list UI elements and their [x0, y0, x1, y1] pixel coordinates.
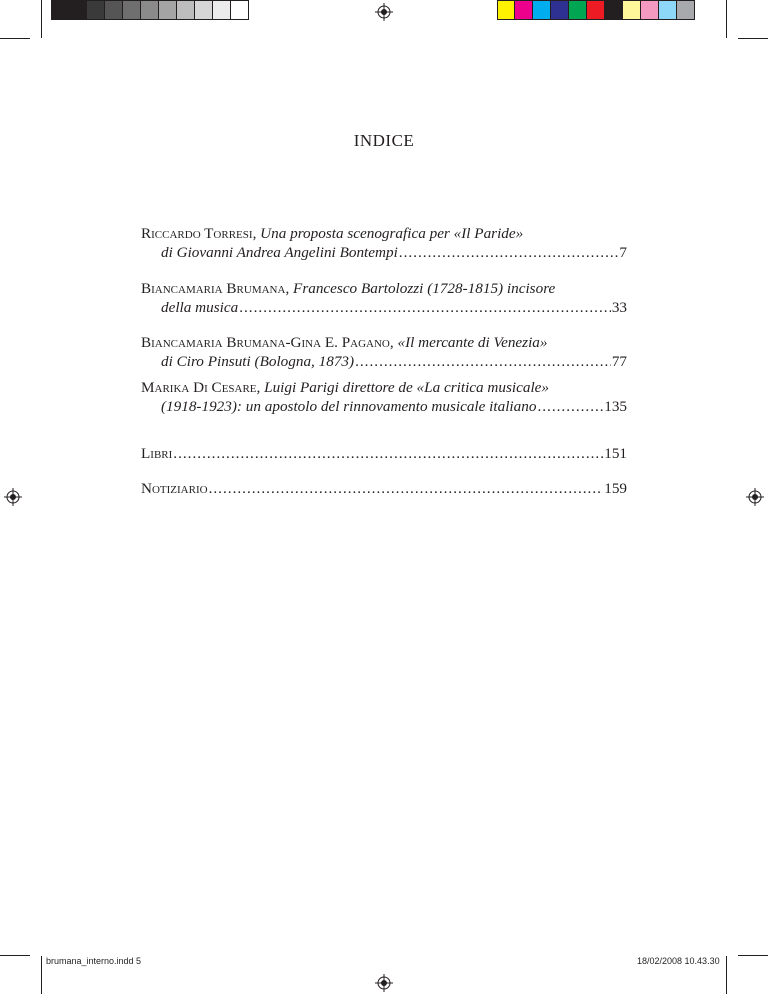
color-swatch — [105, 0, 123, 20]
color-swatch — [533, 0, 551, 20]
leader-dots — [355, 352, 611, 371]
leader-dots — [399, 243, 619, 262]
crop-mark — [0, 38, 30, 39]
toc-title: della musica — [161, 299, 239, 316]
toc-section — [141, 444, 627, 463]
crop-mark — [726, 0, 727, 38]
toc-author: Biancamaria Brumana-Gina E. Pagano — [141, 334, 390, 351]
slug-datetime: 18/02/2008 10.43.30 — [637, 956, 720, 966]
color-swatch — [677, 0, 695, 20]
color-swatch — [605, 0, 623, 20]
toc-page-number: 135 — [604, 398, 627, 415]
crop-mark — [726, 956, 727, 994]
color-swatch — [497, 0, 515, 20]
toc-entry: Biancamaria Brumana , Francesco Bartolozzi (1728-1815) incisore della musica ..... 33 — [141, 279, 627, 317]
toc-section — [141, 479, 627, 498]
crop-mark — [41, 0, 42, 38]
section-label: Notiziario — [141, 480, 208, 497]
color-swatch — [587, 0, 605, 20]
crop-mark — [41, 956, 42, 994]
toc-title: Francesco Bartolozzi (1728-1815) incisore — [293, 280, 556, 297]
color-bar — [497, 0, 695, 20]
registration-mark-icon — [375, 3, 393, 21]
registration-mark-icon — [375, 974, 393, 992]
color-swatch — [659, 0, 677, 20]
toc-entry: Marika Di Cesare , Luigi Parigi direttore de «La critica musicale» (1918-1923): un apostolo del rinnovamento musicale italiano ..... 135 — [141, 378, 627, 416]
toc-title: «Il mercante di Venezia» — [397, 334, 548, 351]
section-label: Libri — [141, 445, 173, 462]
toc-title: di Giovanni Andrea Angelini Bontempi — [161, 244, 398, 261]
color-swatch — [195, 0, 213, 20]
page-title: INDICE — [353, 131, 415, 150]
toc-title: Una proposta scenografica per «Il Paride» — [260, 225, 524, 242]
color-swatch — [213, 0, 231, 20]
color-swatch — [123, 0, 141, 20]
slug-filename: brumana_interno.indd 5 — [46, 956, 142, 966]
crop-mark — [0, 955, 30, 956]
registration-mark-icon — [746, 488, 764, 506]
toc-author: Marika Di Cesare — [141, 379, 257, 396]
section-page-number: 159 — [604, 480, 627, 497]
crop-mark — [738, 955, 768, 956]
toc-entry: Biancamaria Brumana-Gina E. Pagano , «Il mercante di Venezia» di Ciro Pinsuti (Bologna, 1873) ..... 77 — [141, 333, 627, 371]
color-swatch — [641, 0, 659, 20]
color-swatch — [623, 0, 641, 20]
toc-entry: Riccardo Torresi , Una proposta scenografica per «Il Paride» di Giovanni Andrea Angelini Bontempi ..... 7 — [141, 224, 627, 262]
registration-mark-icon — [4, 488, 22, 506]
leader-dots — [173, 444, 603, 463]
color-swatch — [177, 0, 195, 20]
toc-title: di Ciro Pinsuti (Bologna, 1873) — [161, 353, 355, 370]
section-page-number: 151 — [604, 445, 627, 462]
color-swatch — [141, 0, 159, 20]
color-swatch — [87, 0, 105, 20]
color-swatch — [159, 0, 177, 20]
leader-dots — [239, 298, 611, 317]
toc-author: Riccardo Torresi — [141, 225, 253, 242]
toc-page-number: 7 — [619, 244, 627, 261]
color-swatch — [515, 0, 533, 20]
toc-author: Biancamaria Brumana — [141, 280, 286, 297]
color-swatch — [51, 0, 69, 20]
toc-title: (1918-1923): un apostolo del rinnovamento musicale italiano — [161, 398, 537, 415]
color-swatch — [569, 0, 587, 20]
crop-mark — [738, 38, 768, 39]
toc-page-number: 33 — [611, 299, 627, 316]
grayscale-bar — [51, 0, 249, 20]
toc-page-number: 77 — [611, 353, 627, 370]
color-swatch — [231, 0, 249, 20]
toc-title: Luigi Parigi direttore de «La critica musicale» — [264, 379, 550, 396]
color-swatch — [551, 0, 569, 20]
color-swatch — [69, 0, 87, 20]
leader-dots — [209, 479, 604, 498]
leader-dots — [537, 397, 603, 416]
